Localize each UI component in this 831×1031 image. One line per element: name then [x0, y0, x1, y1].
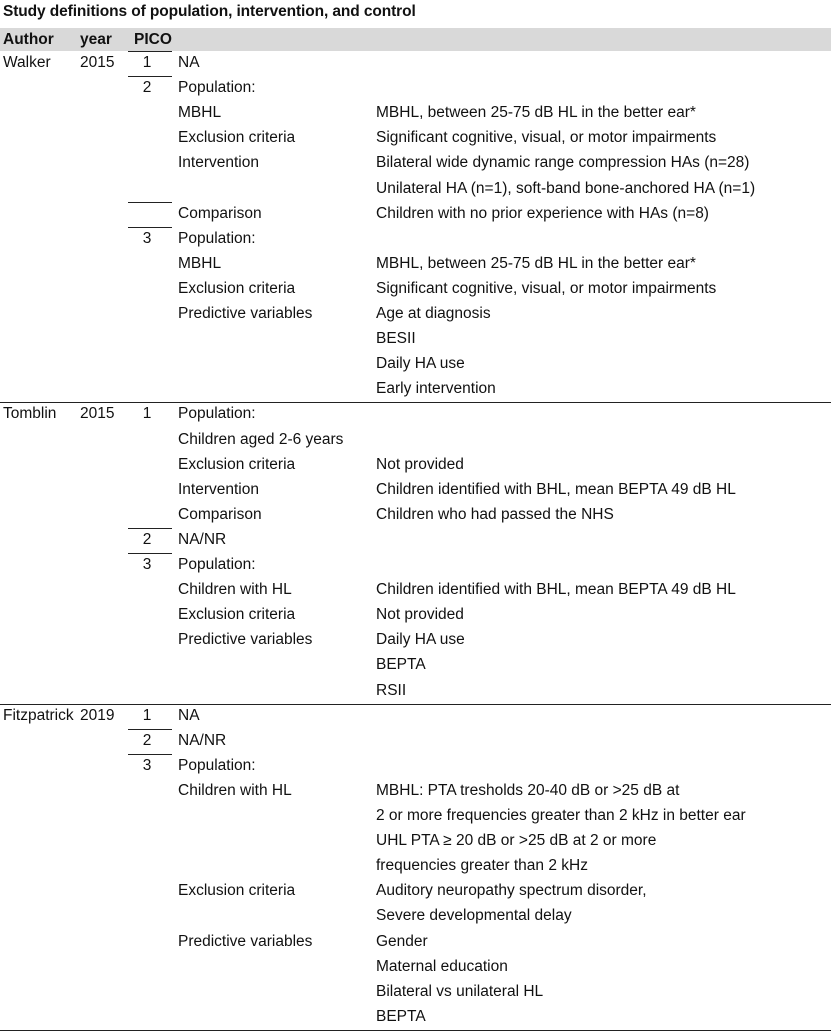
row-pico-number: 1 — [142, 706, 152, 724]
row-value: Not provided — [376, 606, 464, 624]
table-row — [0, 804, 831, 829]
header-author: Author — [3, 31, 54, 48]
row-value: Children identified with BHL, mean BEPTA 49 dB HL — [376, 581, 736, 599]
row-label: Population: — [178, 229, 256, 247]
table-row — [0, 252, 831, 277]
table-row — [0, 453, 831, 478]
row-author: Walker — [3, 54, 51, 71]
row-label: NA — [178, 706, 200, 724]
table-row — [0, 352, 831, 377]
row-label: Comparison — [178, 505, 262, 523]
pico-underline — [128, 553, 172, 554]
row-value: Age at diagnosis — [376, 305, 491, 322]
table-row — [0, 126, 831, 151]
row-label: Intervention — [178, 480, 259, 498]
row-label: Population: — [178, 405, 256, 423]
row-pico-number: 3 — [142, 756, 152, 774]
table-row — [0, 377, 831, 402]
table-row — [0, 779, 831, 804]
pico-underline — [128, 528, 172, 529]
table-row — [0, 277, 831, 302]
row-label: MBHL — [178, 254, 222, 272]
row-author: Fitzpatrick — [3, 706, 74, 724]
row-pico-number: 3 — [142, 229, 152, 247]
row-label: Exclusion criteria — [178, 279, 296, 297]
row-value: Daily HA use — [376, 631, 465, 649]
row-pico-number: 3 — [142, 556, 152, 573]
table-row — [0, 679, 831, 704]
table-row — [0, 955, 831, 980]
row-label: Predictive variables — [178, 305, 313, 322]
pico-underline — [128, 51, 172, 52]
row-label: Exclusion criteria — [178, 882, 296, 900]
row-label: Exclusion criteria — [178, 455, 296, 473]
row-pico-number: 1 — [142, 54, 152, 71]
table-row — [0, 553, 831, 578]
row-label: Predictive variables — [178, 631, 313, 649]
table-row — [0, 76, 831, 101]
row-pico-number: 2 — [142, 530, 152, 548]
table-row — [0, 478, 831, 503]
row-value: Children identified with BHL, mean BEPTA 49 dB HL — [376, 480, 736, 498]
table-row — [0, 302, 831, 327]
row-value: BESII — [376, 330, 416, 348]
row-value: RSII — [376, 681, 407, 699]
row-label: Exclusion criteria — [178, 606, 296, 624]
row-value: BEPTA — [376, 1007, 426, 1025]
row-value: Severe developmental delay — [376, 907, 572, 925]
row-value: 2 or more frequencies greater than 2 kHz in better ear — [376, 807, 746, 824]
row-value: Unilateral HA (n=1), soft-band bone-anchored HA (n=1) — [376, 179, 756, 197]
row-label: Comparison — [178, 204, 262, 222]
table-row — [0, 980, 831, 1005]
header-bar — [0, 28, 831, 51]
row-label: NA — [178, 54, 200, 71]
study-separator — [0, 704, 831, 705]
table-row — [0, 202, 831, 227]
table-row — [0, 628, 831, 653]
row-label: NA/NR — [178, 530, 227, 548]
row-year: 2019 — [80, 706, 115, 724]
row-value: Early intervention — [376, 380, 496, 398]
row-value: Significant cognitive, visual, or motor impairments — [376, 279, 717, 297]
row-label: NA/NR — [178, 731, 227, 749]
table-row — [0, 528, 831, 553]
table-row — [0, 729, 831, 754]
table-row — [0, 101, 831, 126]
row-value: Bilateral vs unilateral HL — [376, 982, 544, 1000]
table-row — [0, 51, 831, 76]
row-label: Exclusion criteria — [178, 129, 296, 147]
row-value: Bilateral wide dynamic range compression HAs (n=28) — [376, 154, 750, 172]
row-value: Not provided — [376, 455, 464, 473]
row-value: Significant cognitive, visual, or motor impairments — [376, 129, 717, 147]
pico-underline — [128, 227, 172, 228]
row-label: Population: — [178, 556, 256, 573]
row-value: Auditory neuropathy spectrum disorder, — [376, 882, 647, 900]
table-row — [0, 428, 831, 453]
study-separator — [0, 402, 831, 403]
row-value: frequencies greater than 2 kHz — [376, 857, 588, 875]
table-row — [0, 227, 831, 252]
table-row — [0, 904, 831, 929]
row-label: Intervention — [178, 154, 259, 172]
row-value: BEPTA — [376, 656, 426, 674]
pico-underline — [128, 76, 172, 77]
table-row — [0, 704, 831, 729]
table-row — [0, 402, 831, 427]
row-value: MBHL, between 25-75 dB HL in the better ear* — [376, 254, 696, 272]
table-row — [0, 503, 831, 528]
pico-underline — [128, 202, 172, 203]
header-year: year — [80, 31, 112, 48]
row-label: Children aged 2-6 years — [178, 430, 344, 448]
row-value: UHL PTA ≥ 20 dB or >25 dB at 2 or more — [376, 832, 657, 850]
table-row — [0, 930, 831, 955]
table-row — [0, 603, 831, 628]
row-pico-number: 2 — [142, 731, 152, 749]
table-row — [0, 879, 831, 904]
row-value: MBHL, between 25-75 dB HL in the better ear* — [376, 104, 696, 122]
table-row — [0, 754, 831, 779]
row-value: Maternal education — [376, 957, 508, 975]
table-row — [0, 177, 831, 202]
row-label: Population: — [178, 79, 256, 97]
table-row — [0, 854, 831, 879]
row-author: Tomblin — [3, 405, 57, 423]
header-pico: PICO — [134, 31, 172, 48]
row-value: Children who had passed the NHS — [376, 505, 614, 523]
table-row — [0, 151, 831, 176]
row-year: 2015 — [80, 54, 115, 71]
pico-underline — [128, 754, 172, 755]
table-row — [0, 653, 831, 678]
table-row — [0, 1005, 831, 1030]
row-pico-number: 1 — [142, 405, 152, 423]
row-pico-number: 2 — [142, 79, 152, 97]
row-value: Gender — [376, 932, 428, 950]
row-value: Daily HA use — [376, 355, 465, 373]
table-row — [0, 327, 831, 352]
row-label: MBHL — [178, 104, 222, 122]
table-row — [0, 829, 831, 854]
table-title: Study definitions of population, intervention, and control — [3, 3, 416, 20]
row-label: Predictive variables — [178, 932, 313, 950]
row-label: Population: — [178, 756, 256, 774]
row-label: Children with HL — [178, 581, 292, 599]
table-row — [0, 578, 831, 603]
pico-underline — [128, 729, 172, 730]
row-value: MBHL: PTA tresholds 20-40 dB or >25 dB at — [376, 781, 680, 799]
row-label: Children with HL — [178, 781, 292, 799]
row-value: Children with no prior experience with HAs (n=8) — [376, 204, 709, 222]
row-year: 2015 — [80, 405, 115, 423]
